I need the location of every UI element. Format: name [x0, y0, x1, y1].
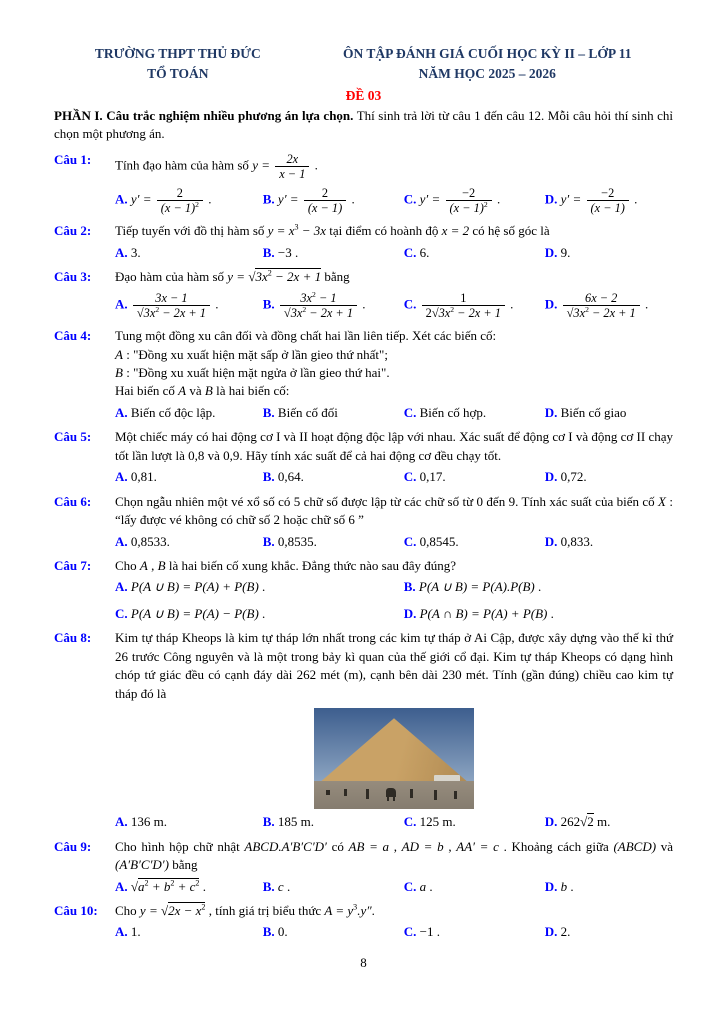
question-body: [115, 557, 673, 623]
question-label: Câu 3:: [54, 269, 92, 285]
exam-header: [54, 44, 673, 85]
answer-option-C: C. −1 .: [403, 924, 440, 940]
answer-letter: A.: [115, 404, 128, 420]
answer-option-C: C. 6.: [403, 244, 430, 260]
question-line: Hai biến cố A và B là hai biến cố:: [115, 383, 290, 399]
answer-letter: B.: [262, 191, 275, 207]
answer-option-D: D. 0,72.: [544, 469, 587, 485]
answer-options: [115, 185, 673, 216]
exam-title-block: [302, 44, 673, 85]
answer-letter: C.: [403, 404, 417, 420]
answer-options: [115, 578, 673, 623]
answer-option-B: B. 0,8535.: [262, 533, 317, 549]
answer-letter: B.: [262, 244, 275, 260]
answer-option-B: B. 0.: [262, 924, 288, 940]
answer-option-D: D. 2.: [544, 924, 571, 940]
answer-option-A: A. 136 m.: [115, 814, 168, 830]
answer-options: [115, 813, 673, 831]
square-root: $√2x - x^2$: [160, 902, 206, 919]
question-8: [54, 629, 673, 831]
question-body: [115, 902, 673, 942]
answer-option-C: C. 0,17.: [403, 469, 446, 485]
answer-letter: B.: [262, 878, 275, 894]
answer-letter: A.: [115, 244, 128, 260]
question-body: [115, 327, 673, 422]
answer-letter: D.: [544, 533, 558, 549]
answer-letter: A.: [115, 579, 128, 595]
answer-option-A: A. 0,81.: [115, 469, 157, 485]
question-line: A : "Đồng xu xuất hiện mặt sấp ở lần gieo thứ nhất";: [115, 346, 388, 362]
answer-option-B: B. 0,64.: [262, 469, 304, 485]
question-label: Câu 10:: [54, 903, 98, 919]
answer-letter: B.: [262, 469, 275, 485]
answer-letter: A.: [115, 296, 128, 312]
answer-option-B: B. c .: [262, 878, 291, 894]
question-10: [54, 902, 673, 942]
answer-option-B: B. P(A ∪ B) = P(A).P(B) .: [403, 579, 542, 595]
answer-letter: D.: [544, 924, 558, 940]
answer-option-B: B. 185 m.: [262, 814, 315, 830]
answer-options: [115, 533, 673, 551]
answer-option-D: D. 0,833.: [544, 533, 594, 549]
answer-letter: A.: [115, 191, 128, 207]
answer-option-D: D. b .: [544, 878, 574, 894]
school-name: TRƯỜNG THPT THỦ ĐỨC: [94, 46, 261, 61]
answer-letter: B.: [262, 924, 275, 940]
question-4: [54, 327, 673, 422]
answer-option-A: A. y′ = $\frac{2}{(x - 1)^2}$ .: [115, 185, 212, 216]
person-silhouette: [454, 791, 457, 799]
answer-letter: D.: [403, 605, 417, 621]
answer-letter: C.: [403, 924, 417, 940]
question-stem: Tiếp tuyến với đồ thị hàm số $y = x^3 - 3x$ tại điểm có hoành độ x = 2 có hệ số góc là: [115, 222, 550, 239]
fraction: $\frac{-2}{(x - 1)}$: [587, 186, 629, 215]
answer-option-D: D. 9.: [544, 244, 571, 260]
question-stem: Tung một đồng xu cân đối và đồng chất hai lần liên tiếp. Xét các biến cố:: [115, 328, 497, 344]
answer-letter: B.: [262, 814, 275, 830]
question-stem: Cho hình hộp chữ nhật ABCD.A′B′C′D′ có AB = a , AD = b , AA′ = c . Khoảng cách giữa (ABCD) và (A′B′C′D′) bằng: [115, 838, 673, 873]
square-root: √2: [580, 814, 594, 830]
question-stem: Cho $y = √2x - x^2$ , tính giá trị biểu thức $A = y^3.y''$.: [115, 902, 375, 919]
question-label: Câu 2:: [54, 223, 92, 239]
fraction: $\frac{3x - 1}{√3x^2 - 2x + 1}$: [133, 291, 210, 320]
answer-letter: C.: [403, 878, 417, 894]
question-label: Câu 1:: [54, 151, 92, 167]
person-silhouette: [434, 790, 437, 800]
answer-options: [115, 923, 673, 941]
camel-silhouette: [386, 788, 396, 797]
part-heading-instructions: Thí sinh trả lời từ câu 1 đến câu 12. Mỗi câu hỏi thí sinh chỉ chọn một phương án.: [54, 107, 673, 142]
answer-option-C: C. $\frac{1}{2√3x^2 - 2x + 1}$ .: [403, 290, 514, 320]
question-9: [54, 838, 673, 896]
answer-letter: B.: [403, 579, 416, 595]
question-body: [115, 222, 673, 262]
answer-option-C: C. 0,8545.: [403, 533, 459, 549]
square-root: $√a^2 + b^2 + c^2$: [130, 878, 200, 894]
square-root: $√3x^2 - 2x + 1$: [136, 304, 206, 320]
question-label: Câu 6:: [54, 493, 92, 509]
question-6: [54, 493, 673, 551]
answer-option-B: B. y′ = $\frac{2}{(x - 1)}$ .: [262, 185, 355, 216]
answer-options: [115, 244, 673, 262]
answer-letter: C.: [403, 533, 417, 549]
answer-letter: D.: [544, 244, 558, 260]
answer-option-C: C. 125 m.: [403, 814, 456, 830]
answer-options: [115, 878, 673, 896]
person-silhouette: [410, 789, 413, 798]
answer-option-B: B. $\frac{3x^2 - 1}{√3x^2 - 2x + 1}$ .: [262, 289, 366, 320]
fraction: $\frac{2}{(x - 1)}$: [304, 186, 346, 215]
answer-option-A: A. 0,8533.: [115, 533, 170, 549]
question-label: Câu 8:: [54, 630, 92, 646]
question-body: [115, 268, 673, 321]
answer-option-C: C. a .: [403, 878, 433, 894]
question-body: [115, 493, 673, 551]
question-label: Câu 4:: [54, 328, 92, 344]
fraction: $\frac{3x^2 - 1}{√3x^2 - 2x + 1}$: [280, 291, 357, 320]
answer-letter: B.: [262, 296, 275, 312]
answer-options: [115, 404, 673, 422]
answer-options: [115, 468, 673, 486]
exam-code: ĐỀ 03: [345, 87, 382, 103]
question-1: [54, 151, 673, 217]
answer-letter: D.: [544, 404, 558, 420]
answer-option-D: D. Biến cố giao: [544, 404, 627, 420]
answer-option-D: D. y′ = $\frac{-2}{(x - 1)}$ .: [544, 185, 638, 216]
answer-letter: B.: [262, 533, 275, 549]
answer-option-B: B. −3 .: [262, 244, 299, 260]
question-label: Câu 7:: [54, 558, 92, 574]
answer-letter: D.: [544, 191, 558, 207]
answer-letter: D.: [544, 296, 558, 312]
answer-option-C: C. y′ = $\frac{-2}{(x - 1)^2}$ .: [403, 185, 501, 216]
question-label: Câu 9:: [54, 838, 92, 854]
answer-letter: C.: [115, 605, 128, 621]
question-label: Câu 5:: [54, 429, 92, 445]
school-block: [54, 44, 302, 85]
answer-option-C: C. Biến cố hợp.: [403, 404, 487, 420]
answer-option-D: D. $\frac{6x - 2}{√3x^2 - 2x + 1}$ .: [544, 290, 649, 320]
department-name: TỔ TOÁN: [147, 66, 209, 82]
question-line: B : "Đồng xu xuất hiện mặt ngửa ở lần gieo thứ hai".: [115, 364, 390, 380]
person-silhouette: [366, 789, 369, 799]
question-stem: Tính đạo hàm của hàm số y = $\frac{2x}{x - 1}$ .: [115, 151, 318, 181]
answer-letter: B.: [262, 404, 275, 420]
answer-option-A: A. P(A ∪ B) = P(A) + P(B) .: [115, 579, 266, 595]
answer-option-A: A. Biến cố độc lập.: [115, 404, 216, 420]
question-2: [54, 222, 673, 262]
answer-letter: D.: [544, 469, 558, 485]
question-7: [54, 557, 673, 623]
pyramid-photo: [314, 708, 474, 809]
answer-letter: A.: [115, 533, 128, 549]
answer-letter: C.: [403, 814, 417, 830]
school-year: NĂM HỌC 2025 – 2026: [418, 66, 556, 82]
question-body: [115, 838, 673, 896]
fraction: $\frac{-2}{(x - 1)^2}$: [446, 186, 492, 215]
fraction: $\frac{2}{(x - 1)^2}$: [157, 186, 203, 215]
answer-option-D: D. P(A ∩ B) = P(A) + P(B) .: [403, 605, 554, 621]
answer-option-C: C. P(A ∪ B) = P(A) − P(B) .: [115, 605, 266, 621]
answer-option-A: A. $\frac{3x - 1}{√3x^2 - 2x + 1}$ .: [115, 290, 219, 320]
person-silhouette: [326, 790, 330, 795]
answer-option-A: A. 3.: [115, 244, 141, 260]
answer-option-A: A. 1.: [115, 924, 141, 940]
answer-letter: D.: [544, 878, 558, 894]
questions-list: [54, 151, 673, 942]
fraction: $\frac{2x}{x - 1}$: [275, 152, 309, 181]
answer-letter: A.: [115, 924, 128, 940]
exam-title: ÔN TẬP ĐÁNH GIÁ CUỐI HỌC KỲ II – LỚP 11: [343, 46, 632, 61]
answer-letter: A.: [115, 878, 128, 894]
square-root: $√3x^2 - 2x + 1$: [431, 304, 501, 320]
part-heading-bold: PHẦN I. Câu trắc nghiệm nhiều phương án lựa chọn.: [54, 107, 354, 123]
answer-letter: D.: [544, 814, 558, 830]
square-root: $√3x^2 - 2x + 1$: [248, 268, 322, 285]
question-stem: Đạo hàm của hàm số $y = √3x^2 - 2x + 1$ bằng: [115, 268, 350, 285]
question-3: [54, 268, 673, 321]
question-5: [54, 428, 673, 486]
question-stem: Chọn ngẫu nhiên một vé xổ số có 5 chữ số được lập từ các chữ số từ 0 đến 9. Tính xác suất của biến cố X : “lấy được vé không có chữ số 2 hoặc chữ số 6 ”: [115, 493, 673, 528]
answer-options: [115, 290, 673, 321]
person-silhouette: [344, 789, 347, 796]
answer-letter: A.: [115, 814, 128, 830]
question-body: [115, 151, 673, 217]
question-stem: Cho A , B là hai biến cố xung khắc. Đẳng thức nào sau đây đúng?: [115, 558, 457, 574]
square-root: $√3x^2 - 2x + 1$: [283, 304, 354, 320]
answer-option-B: B. Biến cố đối: [262, 404, 338, 420]
answer-letter: A.: [115, 469, 128, 485]
part-heading: [54, 107, 673, 144]
question-stem: Kim tự tháp Kheops là kim tự tháp lớn nhất trong các kim tự tháp ở Ai Cập, được xây dựng vào thế kỉ thứ 26 trước Công nguyên và là một trong bảy kì quan của thế giới cổ đại. Kim tự tháp Kheops có dạng hình chóp tứ giác đều có cạnh đáy dài 262 mét (m), cạnh bên dài 230 mét. Tính (gần đúng) chiều cao kim tự tháp đó là: [115, 630, 673, 701]
square-root: $√3x^2 - 2x + 1$: [566, 304, 636, 320]
answer-letter: C.: [403, 191, 417, 207]
answer-option-D: D. 262√2 m.: [544, 814, 611, 830]
page-number: 8: [360, 954, 367, 970]
answer-option-A: A. $√a^2 + b^2 + c^2$ .: [115, 878, 206, 894]
answer-letter: C.: [403, 244, 417, 260]
question-body: [115, 629, 673, 831]
answer-letter: C.: [403, 469, 417, 485]
question-stem: Một chiếc máy có hai động cơ I và II hoạt động độc lập với nhau. Xác suất để động cơ I và động cơ II chạy tốt lần lượt là 0,8 và 0,9. Hãy tính xác suất để cả hai động cơ đều chạy tốt.: [115, 429, 673, 463]
answer-letter: C.: [403, 296, 417, 312]
fraction: $\frac{6x - 2}{√3x^2 - 2x + 1}$: [563, 291, 640, 320]
question-body: [115, 428, 673, 486]
fraction: $\frac{1}{2√3x^2 - 2x + 1}$: [422, 291, 505, 320]
